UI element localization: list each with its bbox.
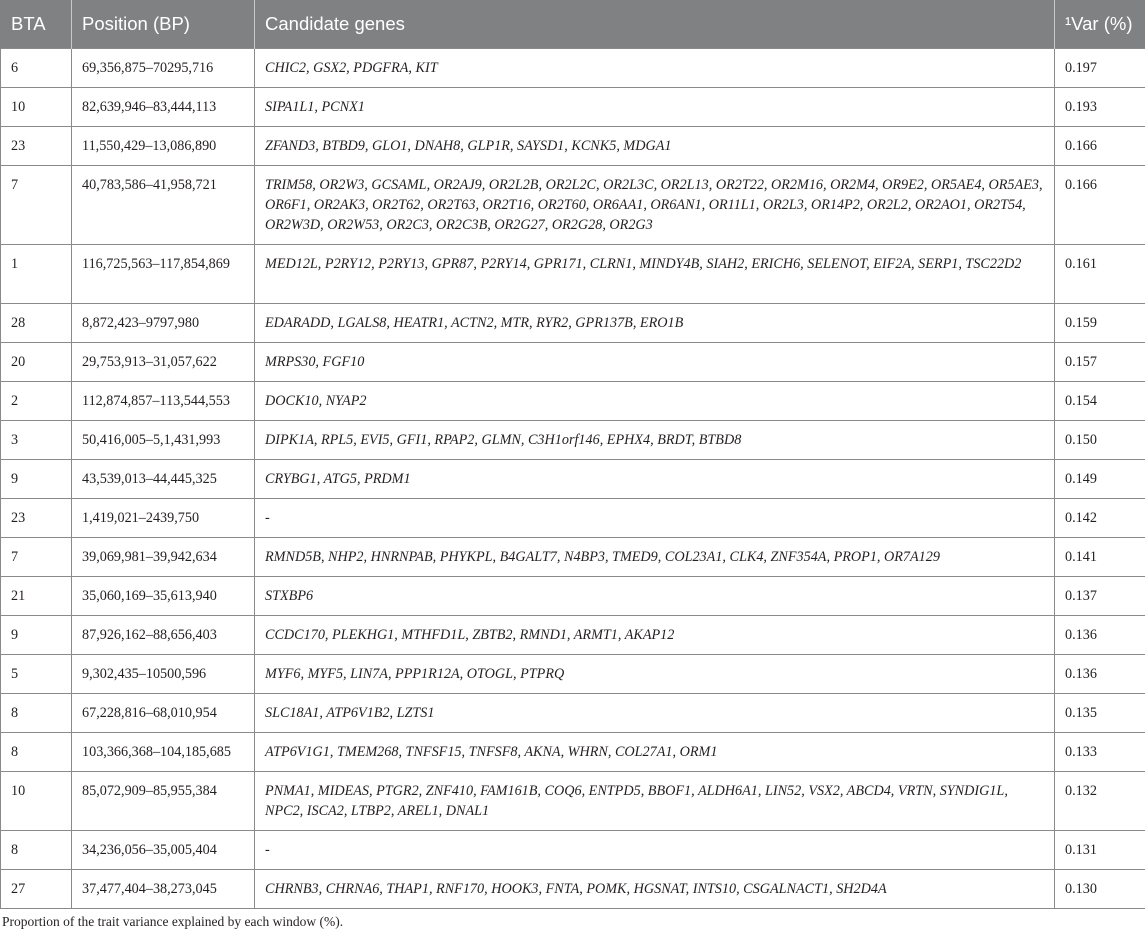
- cell-genes: DOCK10, NYAP2: [255, 382, 1055, 421]
- cell-var: 0.135: [1055, 694, 1145, 733]
- cell-position: 9,302,435–10500,596: [72, 655, 255, 694]
- cell-bta: 23: [1, 499, 72, 538]
- cell-var: 0.133: [1055, 733, 1145, 772]
- cell-var: 0.159: [1055, 304, 1145, 343]
- cell-position: 85,072,909–85,955,384: [72, 772, 255, 831]
- cell-position: 29,753,913–31,057,622: [72, 343, 255, 382]
- cell-genes: EDARADD, LGALS8, HEATR1, ACTN2, MTR, RYR2, GPR137B, ERO1B: [255, 304, 1055, 343]
- cell-bta: 3: [1, 421, 72, 460]
- cell-genes: CCDC170, PLEKHG1, MTHFD1L, ZBTB2, RMND1, ARMT1, AKAP12: [255, 616, 1055, 655]
- table-row: [1, 88, 1145, 127]
- cell-position: 43,539,013–44,445,325: [72, 460, 255, 499]
- cell-position: 1,419,021–2439,750: [72, 499, 255, 538]
- cell-bta: 1: [1, 245, 72, 304]
- cell-position: 34,236,056–35,005,404: [72, 831, 255, 870]
- cell-bta: 8: [1, 733, 72, 772]
- cell-bta: 21: [1, 577, 72, 616]
- cell-position: 50,416,005–5,1,431,993: [72, 421, 255, 460]
- table-row: [1, 304, 1145, 343]
- table-row: [1, 343, 1145, 382]
- cell-position: 82,639,946–83,444,113: [72, 88, 255, 127]
- cell-genes: TRIM58, OR2W3, GCSAML, OR2AJ9, OR2L2B, OR2L2C, OR2L3C, OR2L13, OR2T22, OR2M16, OR2M4, OR9E2, OR5AE4, OR5AE3, OR6F1, OR2AK3, OR2T62, OR2T63, OR2T16, OR2T60, OR6AA1, OR6AN1, OR11L1, OR2L3, OR14P2, OR2L2, OR2AO1, OR2T54, OR2W3D, OR2W53, OR2C3, OR2C3B, OR2G27, OR2G28, OR2G3: [255, 166, 1055, 245]
- cell-position: 103,366,368–104,185,685: [72, 733, 255, 772]
- cell-var: 0.132: [1055, 772, 1145, 831]
- cell-genes: -: [255, 499, 1055, 538]
- column-header-candidate-genes: Candidate genes: [255, 0, 1055, 49]
- cell-bta: 20: [1, 343, 72, 382]
- cell-var: 0.166: [1055, 166, 1145, 245]
- table-row: [1, 499, 1145, 538]
- table-row: [1, 382, 1145, 421]
- cell-genes: CRYBG1, ATG5, PRDM1: [255, 460, 1055, 499]
- cell-genes: CHIC2, GSX2, PDGFRA, KIT: [255, 49, 1055, 88]
- cell-var: 0.131: [1055, 831, 1145, 870]
- cell-position: 112,874,857–113,544,553: [72, 382, 255, 421]
- column-header-var: ¹Var (%): [1055, 0, 1145, 49]
- cell-var: 0.149: [1055, 460, 1145, 499]
- cell-genes: SIPA1L1, PCNX1: [255, 88, 1055, 127]
- cell-genes: ATP6V1G1, TMEM268, TNFSF15, TNFSF8, AKNA, WHRN, COL27A1, ORM1: [255, 733, 1055, 772]
- table-row: [1, 772, 1145, 831]
- cell-var: 0.150: [1055, 421, 1145, 460]
- cell-var: 0.161: [1055, 245, 1145, 304]
- cell-genes: CHRNB3, CHRNA6, THAP1, RNF170, HOOK3, FNTA, POMK, HGSNAT, INTS10, CSGALNACT1, SH2D4A: [255, 870, 1055, 909]
- table-row: [1, 166, 1145, 245]
- table-footnote: Proportion of the trait variance explained by each window (%).: [0, 909, 1145, 930]
- cell-genes: ZFAND3, BTBD9, GLO1, DNAH8, GLP1R, SAYSD1, KCNK5, MDGA1: [255, 127, 1055, 166]
- cell-position: 37,477,404–38,273,045: [72, 870, 255, 909]
- cell-position: 67,228,816–68,010,954: [72, 694, 255, 733]
- cell-genes: MYF6, MYF5, LIN7A, PPP1R12A, OTOGL, PTPRQ: [255, 655, 1055, 694]
- cell-bta: 10: [1, 88, 72, 127]
- cell-bta: 6: [1, 49, 72, 88]
- table-row: [1, 49, 1145, 88]
- table-row: [1, 127, 1145, 166]
- cell-var: 0.193: [1055, 88, 1145, 127]
- cell-genes: MED12L, P2RY12, P2RY13, GPR87, P2RY14, GPR171, CLRN1, MINDY4B, SIAH2, ERICH6, SELENOT, EIF2A, SERP1, TSC22D2: [255, 245, 1055, 304]
- table-body: [1, 49, 1145, 909]
- table-row: [1, 577, 1145, 616]
- cell-var: 0.166: [1055, 127, 1145, 166]
- cell-bta: 23: [1, 127, 72, 166]
- cell-position: 116,725,563–117,854,869: [72, 245, 255, 304]
- cell-genes: DIPK1A, RPL5, EVI5, GFI1, RPAP2, GLMN, C3H1orf146, EPHX4, BRDT, BTBD8: [255, 421, 1055, 460]
- table-row: [1, 733, 1145, 772]
- table-row: [1, 460, 1145, 499]
- column-header-position: Position (BP): [72, 0, 255, 49]
- cell-bta: 27: [1, 870, 72, 909]
- cell-position: 87,926,162–88,656,403: [72, 616, 255, 655]
- table-header: [1, 0, 1145, 49]
- cell-position: 40,783,586–41,958,721: [72, 166, 255, 245]
- table-row: [1, 831, 1145, 870]
- cell-var: 0.154: [1055, 382, 1145, 421]
- cell-genes: MRPS30, FGF10: [255, 343, 1055, 382]
- cell-position: 69,356,875–70295,716: [72, 49, 255, 88]
- table-row: [1, 421, 1145, 460]
- cell-genes: SLC18A1, ATP6V1B2, LZTS1: [255, 694, 1055, 733]
- cell-bta: 9: [1, 460, 72, 499]
- cell-bta: 28: [1, 304, 72, 343]
- cell-position: 11,550,429–13,086,890: [72, 127, 255, 166]
- cell-genes: PNMA1, MIDEAS, PTGR2, ZNF410, FAM161B, COQ6, ENTPD5, BBOF1, ALDH6A1, LIN52, VSX2, ABCD4, VRTN, SYNDIG1L, NPC2, ISCA2, LTBP2, AREL1, DNAL1: [255, 772, 1055, 831]
- cell-bta: 7: [1, 166, 72, 245]
- cell-bta: 9: [1, 616, 72, 655]
- table-row: [1, 245, 1145, 304]
- table-row: [1, 616, 1145, 655]
- cell-bta: 2: [1, 382, 72, 421]
- cell-var: 0.197: [1055, 49, 1145, 88]
- cell-bta: 5: [1, 655, 72, 694]
- cell-genes: STXBP6: [255, 577, 1055, 616]
- cell-bta: 10: [1, 772, 72, 831]
- cell-var: 0.136: [1055, 655, 1145, 694]
- cell-var: 0.157: [1055, 343, 1145, 382]
- cell-position: 35,060,169–35,613,940: [72, 577, 255, 616]
- table-row: [1, 655, 1145, 694]
- cell-genes: -: [255, 831, 1055, 870]
- cell-genes: RMND5B, NHP2, HNRNPAB, PHYKPL, B4GALT7, N4BP3, TMED9, COL23A1, CLK4, ZNF354A, PROP1, OR7A129: [255, 538, 1055, 577]
- cell-var: 0.137: [1055, 577, 1145, 616]
- cell-var: 0.130: [1055, 870, 1145, 909]
- cell-bta: 8: [1, 831, 72, 870]
- table-row: [1, 538, 1145, 577]
- table-row: [1, 694, 1145, 733]
- cell-position: 39,069,981–39,942,634: [72, 538, 255, 577]
- cell-var: 0.141: [1055, 538, 1145, 577]
- column-header-bta: BTA: [1, 0, 72, 49]
- cell-var: 0.136: [1055, 616, 1145, 655]
- header-row: [1, 0, 1145, 49]
- cell-bta: 7: [1, 538, 72, 577]
- table-row: [1, 870, 1145, 909]
- cell-var: 0.142: [1055, 499, 1145, 538]
- cell-bta: 8: [1, 694, 72, 733]
- cell-position: 8,872,423–9797,980: [72, 304, 255, 343]
